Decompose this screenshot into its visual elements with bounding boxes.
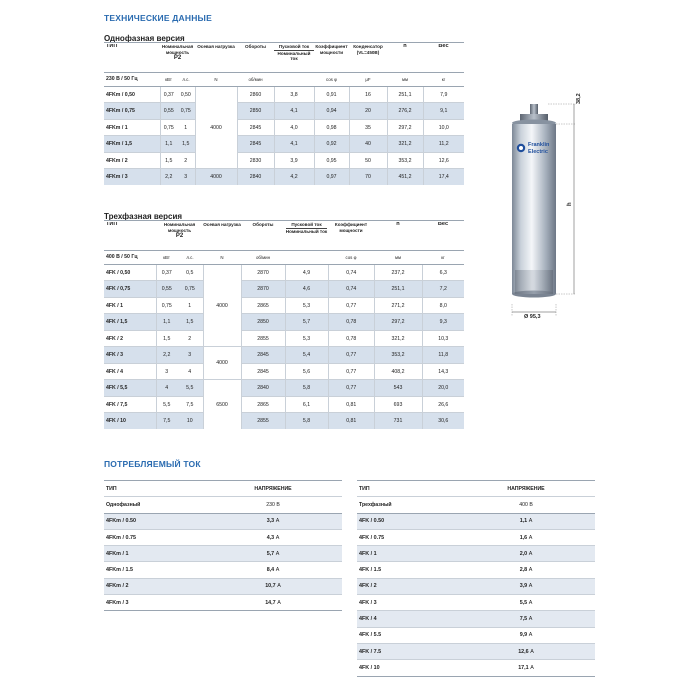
current-value: 10,7 (265, 583, 276, 590)
current-unit: А (528, 567, 533, 574)
cell-type: 4FKm / 2 (104, 152, 160, 169)
cell-h: 731 (374, 413, 422, 429)
table-row (104, 330, 464, 347)
units-start-current (274, 72, 314, 86)
cell-hp: 0,75 (177, 281, 203, 298)
current-value: 7,5 (519, 616, 528, 623)
motor-illustration (490, 90, 590, 330)
cell-type: 4FK / 0.75 (357, 529, 457, 545)
dimension-diameter-label: Ø 95,3 (524, 314, 541, 320)
cell-pf: 0,97 (314, 169, 349, 185)
table-row (104, 314, 464, 331)
cell-type: 4FKm / 0,75 (104, 103, 160, 120)
cell-ratio: 5,3 (285, 297, 328, 314)
cell-kw: 1,1 (156, 314, 177, 331)
table-row (104, 413, 464, 429)
table-row (104, 595, 342, 611)
cell-ratio: 6,1 (285, 396, 328, 413)
cell-pf: 0,77 (328, 380, 374, 397)
cell-h: 237,2 (374, 264, 422, 281)
cell-h: 297,2 (374, 314, 422, 331)
cell-type: 4FKm / 1.5 (104, 562, 204, 578)
header-load: Осевая нагрузка (197, 44, 235, 49)
header-load: Осевая нагрузка (203, 222, 241, 227)
cell-h: 321,2 (374, 330, 422, 347)
table-row (104, 529, 342, 545)
cell-current (457, 546, 595, 562)
cell-type: 4FK / 7,5 (104, 396, 156, 413)
current-value: 1,6 (519, 534, 528, 541)
header-type: ТИП (106, 222, 118, 227)
cell-weight: 17,4 (423, 169, 464, 185)
cell-current (457, 578, 595, 594)
header-start-current: Пусковой ток Номинальный ток (285, 222, 328, 234)
table-row (357, 578, 595, 594)
cell-ratio: 3,9 (274, 152, 314, 169)
cell-rpm: 2855 (241, 413, 285, 429)
cell-type: 4FK / 5.5 (357, 627, 457, 643)
header-pf: Коэффициент мощности (334, 222, 368, 233)
header-weight: Вес (438, 44, 449, 49)
cell-current (457, 627, 595, 643)
sub-voltage: 230 В (204, 497, 342, 513)
dimension-top-label: 38,2 (576, 93, 582, 104)
cell-rpm: 2855 (241, 330, 285, 347)
cell-hp: 1,5 (177, 314, 203, 331)
cell-hp: 0,75 (177, 103, 195, 120)
cell-capacitor: 70 (349, 169, 387, 185)
cell-load: 6500 (203, 380, 241, 429)
cell-kw: 7,5 (156, 413, 177, 429)
cell-h: 276,2 (387, 103, 423, 120)
header-h: h (396, 222, 400, 227)
cell-type: 4FK / 0,50 (104, 264, 156, 281)
col-voltage: НАПРЯЖЕНИЕ (457, 481, 595, 497)
current-unit: А (530, 648, 534, 655)
table-row (357, 627, 595, 643)
cell-capacitor: 16 (349, 86, 387, 103)
cell-type: 4FKm / 1,5 (104, 136, 160, 153)
table-row (104, 281, 464, 298)
cell-weight: 14,3 (422, 363, 464, 380)
cell-hp: 3 (177, 169, 195, 185)
single-phase-table (104, 44, 464, 185)
current-value: 2,0 (519, 550, 528, 557)
single-phase-subtitle: Однофазная версия (104, 34, 185, 43)
cell-type: 4FKm / 0.50 (104, 513, 204, 529)
units-rpm: об/мин (237, 72, 274, 86)
cell-type: 4FK / 5,5 (104, 380, 156, 397)
header-start-current: Пусковой ток Номинальный ток (274, 44, 314, 62)
cell-pf: 0,94 (314, 103, 349, 120)
current-unit: А (277, 599, 281, 606)
cell-kw: 2,2 (156, 347, 177, 364)
header-power: Номинальная мощность P2 (161, 44, 194, 62)
cell-current (204, 546, 342, 562)
cell-rpm: 2860 (237, 86, 274, 103)
current-title: ПОТРЕБЛЯЕМЫЙ ТОК (104, 459, 201, 469)
cell-kw: 4 (156, 380, 177, 397)
current-unit: А (275, 518, 280, 525)
cell-hp: 0,50 (177, 86, 195, 103)
current-unit: А (275, 550, 280, 557)
cell-type: 4FKm / 2 (104, 578, 204, 594)
cell-type: 4FK / 4 (357, 611, 457, 627)
cell-weight: 9,3 (422, 314, 464, 331)
cell-ratio: 5,7 (285, 314, 328, 331)
cell-h: 543 (374, 380, 422, 397)
cell-hp: 4 (177, 363, 203, 380)
current-value: 8,4 (266, 567, 275, 574)
units-hp: л.с. (177, 72, 195, 86)
cell-pf: 0,81 (328, 413, 374, 429)
table-row (104, 347, 464, 364)
table-row (104, 86, 464, 103)
units-pf: cos φ (314, 72, 349, 86)
current-value: 5,7 (266, 550, 275, 557)
current-unit: А (528, 616, 533, 623)
cell-capacitor: 20 (349, 103, 387, 120)
brand-line-2: Electric (528, 149, 548, 155)
cell-weight: 7,2 (422, 281, 464, 298)
cell-ratio: 4,1 (274, 136, 314, 153)
cell-current (204, 578, 342, 594)
current-unit: А (528, 550, 533, 557)
cell-current (457, 529, 595, 545)
units-kw: кВт (156, 250, 177, 264)
table-row (104, 169, 464, 185)
table-row (104, 578, 342, 594)
cell-current (457, 562, 595, 578)
cell-h: 408,2 (374, 363, 422, 380)
current-value: 12,6 (518, 648, 529, 655)
franklin-logo-icon (517, 144, 525, 152)
current-unit: А (528, 583, 533, 590)
cell-weight: 20,0 (422, 380, 464, 397)
cell-pf: 0,74 (328, 281, 374, 298)
cell-current (457, 643, 595, 659)
units-load: N (203, 250, 241, 264)
cell-current (204, 595, 342, 611)
table-row (104, 119, 464, 136)
cell-kw: 1,5 (160, 152, 177, 169)
cell-rpm: 2845 (237, 136, 274, 153)
table-row (104, 103, 464, 120)
cell-weight: 30,6 (422, 413, 464, 429)
sub-voltage: 400 В (457, 497, 595, 513)
cell-load: 4000 (203, 347, 241, 380)
current-value: 17,1 (518, 664, 529, 671)
cell-rpm: 2870 (241, 281, 285, 298)
table-row (357, 529, 595, 545)
table-row (357, 595, 595, 611)
cell-type: 4FKm / 0,50 (104, 86, 160, 103)
motor-shaft (530, 104, 538, 114)
header-rpm: Обороты (245, 44, 266, 49)
cell-capacitor: 40 (349, 136, 387, 153)
table-row (357, 643, 595, 659)
current-value: 3,9 (519, 583, 528, 590)
current-unit: А (275, 534, 280, 541)
cell-current (457, 513, 595, 529)
cell-pf: 0,77 (328, 347, 374, 364)
cell-type: 4FKm / 3 (104, 595, 204, 611)
cell-rpm: 2850 (241, 314, 285, 331)
cell-type: 4FKm / 0.75 (104, 529, 204, 545)
cell-hp: 1 (177, 119, 195, 136)
cell-current (457, 595, 595, 611)
cell-type: 4FKm / 3 (104, 169, 160, 185)
cell-type: 4FKm / 1 (104, 546, 204, 562)
table-row (104, 264, 464, 281)
col-type: ТИП (104, 481, 204, 497)
current-unit: А (528, 518, 533, 525)
current-unit: А (530, 664, 534, 671)
table-row (104, 396, 464, 413)
header-h: h (403, 44, 407, 49)
units-hp: л.с. (177, 250, 203, 264)
units-pf: cos φ (328, 250, 374, 264)
current-unit: А (277, 583, 281, 590)
cell-hp: 2 (177, 330, 203, 347)
units-h: мм (387, 72, 423, 86)
cell-current (204, 562, 342, 578)
cell-rpm: 2865 (241, 297, 285, 314)
cell-rpm: 2840 (237, 169, 274, 185)
cell-hp: 1,5 (177, 136, 195, 153)
cell-h: 251,1 (374, 281, 422, 298)
cell-pf: 0,78 (328, 314, 374, 331)
table-row (104, 380, 464, 397)
cell-rpm: 2845 (241, 347, 285, 364)
cell-type: 4FK / 2 (104, 330, 156, 347)
cell-load: 4000 (203, 264, 241, 347)
cell-type: 4FK / 4 (104, 363, 156, 380)
cell-ratio: 4,6 (285, 281, 328, 298)
current-value: 3,3 (266, 518, 275, 525)
cell-ratio: 5,6 (285, 363, 328, 380)
cell-weight: 11,2 (423, 136, 464, 153)
current-unit: А (528, 599, 533, 606)
header-type: ТИП (106, 44, 118, 49)
cell-kw: 1,1 (160, 136, 177, 153)
cell-kw: 0,55 (160, 103, 177, 120)
cell-current (457, 660, 595, 676)
cell-pf: 0,81 (328, 396, 374, 413)
header-rpm: Обороты (252, 222, 274, 227)
cell-pf: 0,92 (314, 136, 349, 153)
three-phase-table (104, 222, 464, 429)
cell-type: 4FK / 0.50 (357, 513, 457, 529)
units-kw: кВт (160, 72, 177, 86)
cell-hp: 10 (177, 413, 203, 429)
dimension-h-label: h (567, 202, 573, 206)
current-unit: А (528, 534, 533, 541)
cell-ratio: 3,8 (274, 86, 314, 103)
cell-type: 4FK / 10 (357, 660, 457, 676)
cell-weight: 8,0 (422, 297, 464, 314)
header-weight: Вес (437, 222, 449, 227)
cell-hp: 3 (177, 347, 203, 364)
table-row (104, 136, 464, 153)
cell-capacitor: 35 (349, 119, 387, 136)
cell-rpm: 2845 (237, 119, 274, 136)
table-row (104, 562, 342, 578)
cell-weight: 12,6 (423, 152, 464, 169)
three-phase-subtitle: Трехфазная версия (104, 212, 183, 221)
table-row (104, 546, 342, 562)
cell-type: 4FK / 7.5 (357, 643, 457, 659)
table-row (104, 297, 464, 314)
cell-current (204, 529, 342, 545)
cell-h: 451,2 (387, 169, 423, 185)
cell-type: 4FK / 1 (104, 297, 156, 314)
units-weight: кг (422, 250, 464, 264)
current-unit: А (275, 567, 280, 574)
table-row (104, 363, 464, 380)
cell-pf: 0,78 (328, 330, 374, 347)
cell-type: 4FK / 1 (357, 546, 457, 562)
cell-pf: 0,77 (328, 297, 374, 314)
header-pf: Коэффициент мощности (315, 44, 348, 55)
table-row (357, 611, 595, 627)
cell-load: 4000 (195, 169, 237, 185)
cell-ratio: 5,8 (285, 413, 328, 429)
cell-pf: 0,91 (314, 86, 349, 103)
current-value: 1,1 (519, 518, 528, 525)
units-load: N (195, 72, 237, 86)
cell-type: 4FK / 0,75 (104, 281, 156, 298)
cell-type: 4FK / 2 (357, 578, 457, 594)
cell-pf: 0,95 (314, 152, 349, 169)
cell-rpm: 2845 (241, 363, 285, 380)
cell-type: 4FKm / 1 (104, 119, 160, 136)
current-value: 2,8 (519, 567, 528, 574)
cell-type: 4FK / 1.5 (357, 562, 457, 578)
cell-h: 297,2 (387, 119, 423, 136)
page-title: ТЕХНИЧЕСКИЕ ДАННЫЕ (104, 13, 212, 23)
cell-ratio: 5,3 (285, 330, 328, 347)
cell-capacitor: 50 (349, 152, 387, 169)
cell-weight: 10,0 (423, 119, 464, 136)
cell-kw: 0,75 (160, 119, 177, 136)
current-value: 9,9 (519, 632, 528, 639)
cell-kw: 5,5 (156, 396, 177, 413)
cell-ratio: 5,4 (285, 347, 328, 364)
cell-weight: 9,1 (423, 103, 464, 120)
cell-h: 693 (374, 396, 422, 413)
units-weight: кг (423, 72, 464, 86)
cell-kw: 0,55 (156, 281, 177, 298)
current-value: 5,5 (519, 599, 528, 606)
cell-hp: 7,5 (177, 396, 203, 413)
table-row (104, 152, 464, 169)
current-table-single (104, 480, 342, 611)
cell-current (457, 611, 595, 627)
cell-ratio: 5,8 (285, 380, 328, 397)
header-capacitor: Конденсатор (VL=450В) (353, 44, 383, 55)
cell-kw: 1,5 (156, 330, 177, 347)
header-power: Номинальная мощность P2 (163, 222, 196, 240)
cell-rpm: 2865 (241, 396, 285, 413)
cell-type: 4FK / 10 (104, 413, 156, 429)
units-capacitor: μF (349, 72, 387, 86)
cell-load: 4000 (195, 86, 237, 169)
current-value: 14,7 (265, 599, 276, 606)
cell-h: 251,1 (387, 86, 423, 103)
cell-kw: 3 (156, 363, 177, 380)
cell-hp: 0,5 (177, 264, 203, 281)
cell-hp: 1 (177, 297, 203, 314)
cell-current (204, 513, 342, 529)
cell-h: 321,2 (387, 136, 423, 153)
cell-weight: 26,6 (422, 396, 464, 413)
col-voltage: НАПРЯЖЕНИЕ (204, 481, 342, 497)
cell-weight: 6,3 (422, 264, 464, 281)
cell-kw: 2,2 (160, 169, 177, 185)
cell-hp: 2 (177, 152, 195, 169)
brand-line-1: Franklin (528, 142, 550, 148)
cell-h: 353,2 (387, 152, 423, 169)
sub-type: Трехфазный (357, 497, 457, 513)
current-value: 4,3 (266, 534, 275, 541)
cell-type: 4FK / 3 (104, 347, 156, 364)
cell-ratio: 4,1 (274, 103, 314, 120)
table-row (357, 562, 595, 578)
cell-kw: 0,37 (156, 264, 177, 281)
cell-h: 271,2 (374, 297, 422, 314)
units-rpm: об/мин (241, 250, 285, 264)
cell-type: 4FK / 1,5 (104, 314, 156, 331)
table-row (104, 513, 342, 529)
cell-weight: 7,9 (423, 86, 464, 103)
col-type: ТИП (357, 481, 457, 497)
cell-type: 4FK / 3 (357, 595, 457, 611)
cell-rpm: 2850 (237, 103, 274, 120)
units-type: 400 В / 50 Гц (104, 250, 156, 264)
sub-type: Однофазный (104, 497, 204, 513)
table-row (357, 546, 595, 562)
cell-ratio: 4,0 (274, 119, 314, 136)
cell-ratio: 4,9 (285, 264, 328, 281)
cell-weight: 11,8 (422, 347, 464, 364)
cell-kw: 0,75 (156, 297, 177, 314)
cell-pf: 0,98 (314, 119, 349, 136)
units-type: 230 В / 50 Гц (104, 72, 160, 86)
current-table-three (357, 480, 595, 677)
cell-rpm: 2870 (241, 264, 285, 281)
table-row (357, 513, 595, 529)
cell-rpm: 2840 (241, 380, 285, 397)
cell-pf: 0,77 (328, 363, 374, 380)
cell-pf: 0,74 (328, 264, 374, 281)
cell-ratio: 4,2 (274, 169, 314, 185)
cell-kw: 0,37 (160, 86, 177, 103)
units-h: мм (374, 250, 422, 264)
cell-rpm: 2830 (237, 152, 274, 169)
table-row (357, 660, 595, 676)
cell-weight: 10,3 (422, 330, 464, 347)
cell-h: 353,2 (374, 347, 422, 364)
current-unit: А (528, 632, 533, 639)
units-start-current (285, 250, 328, 264)
cell-hp: 5,5 (177, 380, 203, 397)
